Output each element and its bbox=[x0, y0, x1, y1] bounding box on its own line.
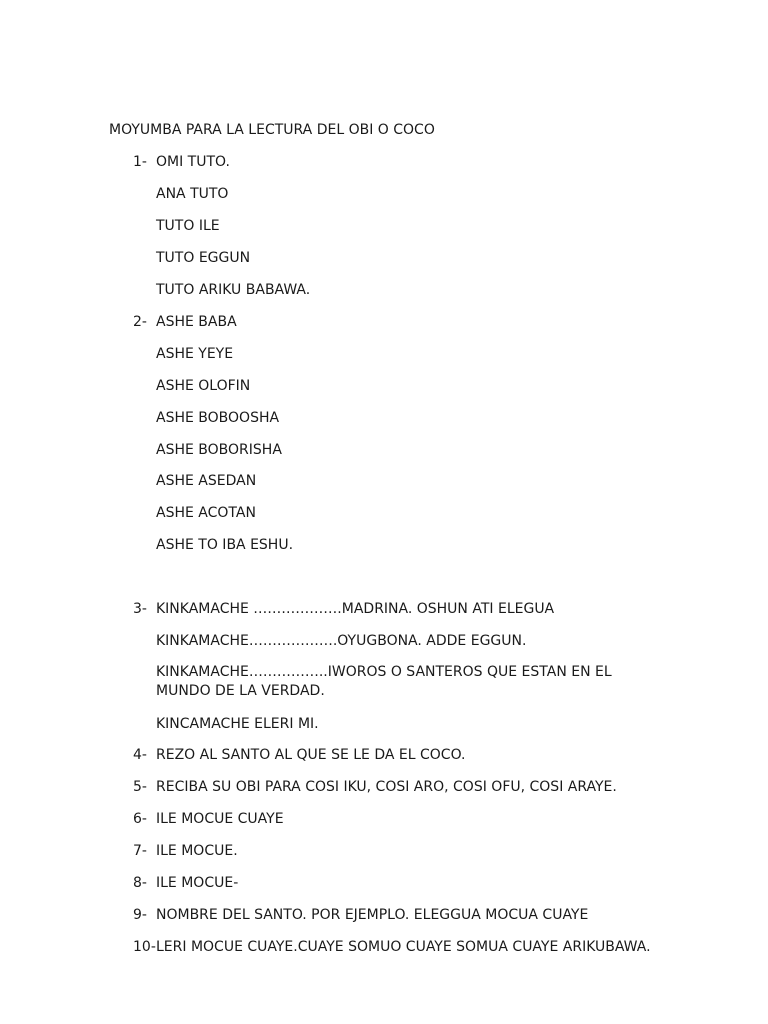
item-text: NOMBRE DEL SANTO. POR EJEMPLO. ELEGGUA MOCUA CUAYE bbox=[156, 907, 589, 923]
item-number: 6- bbox=[133, 811, 147, 827]
list-item bbox=[133, 377, 653, 396]
list-item bbox=[133, 217, 653, 236]
list-item bbox=[133, 600, 653, 619]
item-number: 5- bbox=[133, 779, 147, 795]
list-item bbox=[133, 153, 653, 172]
item-text: ASHE ACOTAN bbox=[156, 505, 256, 521]
item-text: ILE MOCUE. bbox=[156, 843, 238, 859]
list-item bbox=[133, 536, 653, 555]
item-text: ASHE BOBOOSHA bbox=[156, 410, 280, 426]
item-text: LERI MOCUE CUAYE.CUAYE SOMUO CUAYE SOMUA CUAYE ARIKUBAWA. bbox=[156, 939, 651, 955]
item-text: KINCAMACHE ELERI MI. bbox=[156, 716, 319, 732]
item-text: ASHE BOBORISHA bbox=[156, 442, 282, 458]
item-number: 10- bbox=[133, 939, 156, 955]
list-item bbox=[133, 842, 653, 861]
item-number: 3- bbox=[133, 601, 147, 617]
item-text: ILE MOCUE- bbox=[156, 875, 239, 891]
item-text: KINKAMACHE……………….OYUGBONA. ADDE EGGUN. bbox=[156, 633, 527, 649]
item-text: ASHE BABA bbox=[156, 314, 237, 330]
document-title: MOYUMBA PARA LA LECTURA DEL OBI O COCO bbox=[109, 122, 435, 138]
item-text: KINKAMACHE……………..IWOROS O SANTEROS QUE ESTAN EN EL MUNDO DE LA VERDAD. bbox=[156, 664, 612, 699]
list-item bbox=[133, 504, 653, 523]
list-item bbox=[133, 281, 653, 300]
list-item bbox=[133, 778, 653, 797]
list-item bbox=[133, 810, 653, 829]
item-text: REZO AL SANTO AL QUE SE LE DA EL COCO. bbox=[156, 747, 466, 763]
item-number: 1- bbox=[133, 154, 147, 170]
item-number: 7- bbox=[133, 843, 147, 859]
list-item bbox=[133, 906, 653, 925]
item-text: TUTO ILE bbox=[156, 218, 220, 234]
list-item bbox=[133, 746, 653, 765]
item-number: 2- bbox=[133, 314, 147, 330]
item-number: 9- bbox=[133, 907, 147, 923]
item-text: ASHE TO IBA ESHU. bbox=[156, 537, 294, 553]
list-item bbox=[133, 632, 653, 651]
item-text: ANA TUTO bbox=[156, 186, 229, 202]
list-item bbox=[133, 874, 653, 893]
item-text: ASHE ASEDAN bbox=[156, 473, 257, 489]
item-text: ILE MOCUE CUAYE bbox=[156, 811, 284, 827]
list-item bbox=[133, 441, 653, 460]
item-text: ASHE OLOFIN bbox=[156, 378, 251, 394]
item-text: KINKAMACHE ……………….MADRINA. OSHUN ATI ELEGUA bbox=[156, 601, 555, 617]
item-number: 4- bbox=[133, 747, 147, 763]
list-item bbox=[133, 345, 653, 364]
item-text: TUTO ARIKU BABAWA. bbox=[156, 282, 311, 298]
list-item bbox=[133, 409, 653, 428]
list-item bbox=[133, 715, 653, 734]
list-item bbox=[133, 938, 653, 957]
item-text: TUTO EGGUN bbox=[156, 250, 251, 266]
item-text: RECIBA SU OBI PARA COSI IKU, COSI ARO, COSI OFU, COSI ARAYE. bbox=[156, 779, 617, 795]
item-text: OMI TUTO. bbox=[156, 154, 230, 170]
item-text: ASHE YEYE bbox=[156, 346, 234, 362]
item-number: 8- bbox=[133, 875, 147, 891]
list-item bbox=[133, 663, 653, 701]
list-item bbox=[133, 313, 653, 332]
list-item bbox=[133, 185, 653, 204]
list-item bbox=[133, 472, 653, 491]
list-item bbox=[133, 249, 653, 268]
